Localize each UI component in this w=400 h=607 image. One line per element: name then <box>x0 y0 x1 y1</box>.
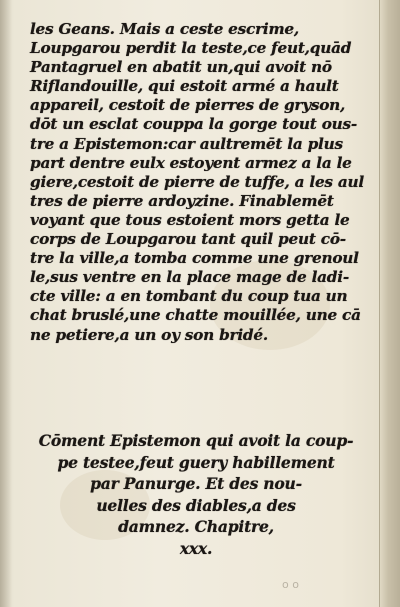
text-line: ne petiere,a un oy son bridé. <box>30 325 268 344</box>
heading-line: Cōment Epistemon qui avoit la coup- <box>38 431 354 450</box>
text-line: chat bruslé,une chatte mouillée, une cā <box>30 306 361 325</box>
chapter-heading <box>30 430 362 559</box>
faded-folio-mark: o o <box>282 578 299 591</box>
text-line: cte ville: a en tombant du coup tua un <box>30 287 348 306</box>
text-line: Pantagruel en abatit un,qui avoit nō <box>30 58 332 77</box>
heading-line: par Panurge. Et des nou- <box>90 474 302 493</box>
heading-line: pe testee,feut guery habillement <box>57 452 335 472</box>
text-line: appareil, cestoit de pierres de gryson, <box>30 96 346 115</box>
text-line: giere,cestoit de pierre de tuffe, a les aul <box>30 172 364 191</box>
text-line: tres de pierre ardoyzine. Finablemēt <box>30 191 334 210</box>
spine-shadow <box>0 0 12 607</box>
text-line: les Geans. Mais a ceste escrime, <box>30 20 299 38</box>
heading-line: damnez. Chapitre, <box>118 517 274 536</box>
text-line: dōt un esclat couppa la gorge tout ous- <box>30 115 357 134</box>
page-edge <box>379 0 400 607</box>
text-line: voyant que tous estoient mors getta le <box>30 210 350 229</box>
text-line: tre a Epistemon:car aultremēt la plus <box>30 134 343 153</box>
heading-line: uelles des diables,a des <box>96 495 296 515</box>
body-text <box>30 20 362 345</box>
text-line: corps de Loupgarou tant quil peut cō- <box>30 230 346 249</box>
text-line: Loupgarou perdit la teste,ce feut,quād <box>30 39 352 58</box>
text-line: tre la ville,a tomba comme une grenoul <box>30 249 359 268</box>
text-line: Riflandouille, qui estoit armé a hault <box>30 77 339 96</box>
text-line: part dentre eulx estoyent armez a la le <box>30 153 352 172</box>
chapter-number: xxx. <box>179 538 213 558</box>
text-line: le,sus ventre en la place mage de ladi- <box>30 268 349 287</box>
